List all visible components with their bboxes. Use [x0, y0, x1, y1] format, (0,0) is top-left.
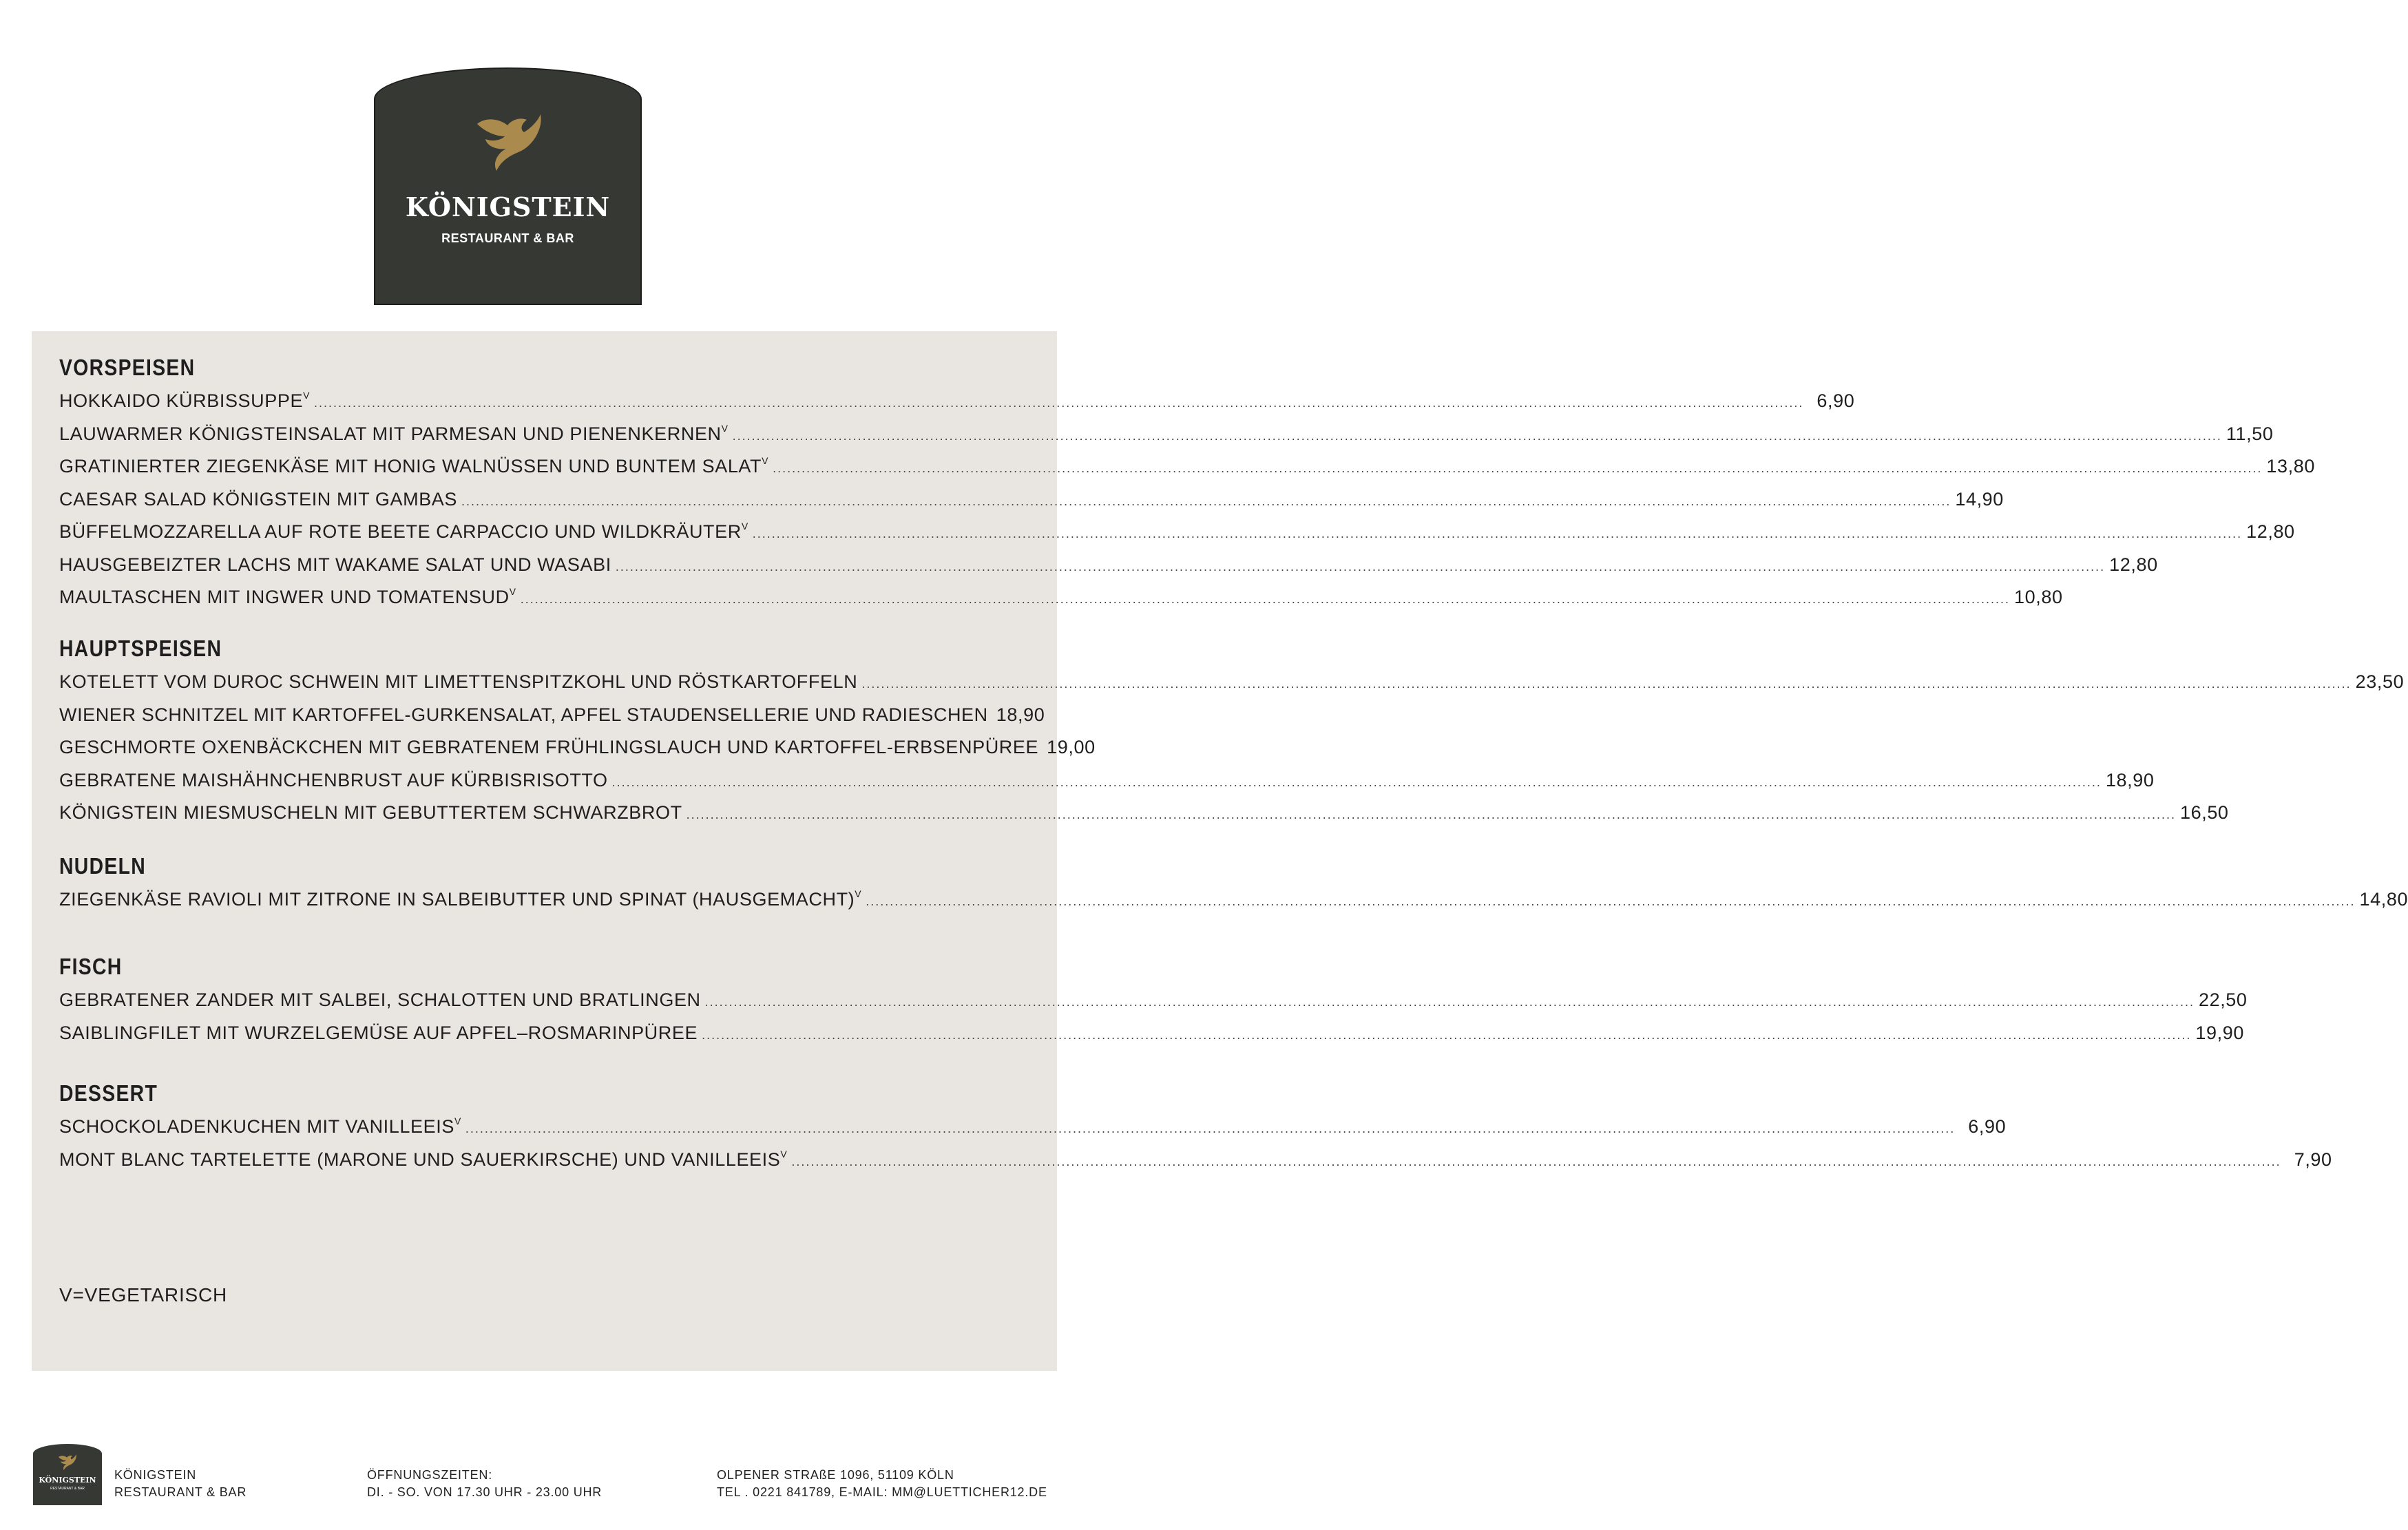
- dot-leader: [687, 799, 2176, 832]
- section-vorspeisen: [59, 350, 2315, 614]
- crown-leaf-icon: [472, 112, 547, 180]
- item-price: 14,90: [1955, 488, 2004, 510]
- item-name: SCHOCKOLADENKUCHEN MIT $VANILLEEIS^V$: [59, 1115, 461, 1137]
- vegetarian-marker: V: [855, 888, 862, 899]
- menu-item: [59, 883, 2408, 916]
- item-name: BÜFFELMOZZARELLA AUF ROTE BEETE CARPACCIO UND $WILDKRÄUTER^V$: [59, 521, 748, 542]
- section-nudeln: [59, 849, 2408, 916]
- item-price: 14,80: [2359, 889, 2408, 910]
- item-name: HOKKAIDO $KÜRBISSUPPE^V$: [59, 390, 311, 411]
- item-name: GEBRATENE MAISHÄHNCHENBRUST AUF KÜRBISRISOTTO: [59, 769, 608, 790]
- menu-item: [59, 797, 2229, 830]
- logo-name: KÖNIGSTEIN: [405, 191, 611, 222]
- menu-item: [59, 450, 2315, 483]
- item-price: 18,90: [2105, 769, 2155, 790]
- dot-leader: [861, 668, 2351, 701]
- menu-item: [59, 666, 2405, 699]
- section-fisch: [59, 950, 2248, 1049]
- footer-name: KÖNIGSTEIN: [114, 1468, 197, 1482]
- menu-item: [59, 418, 2274, 451]
- menu-item: [59, 764, 2155, 797]
- vegetarian-note: V=VEGETARISCH: [59, 1284, 228, 1306]
- dot-leader: [314, 387, 1803, 420]
- vegetarian-marker: V: [303, 390, 311, 401]
- vegetarian-marker: V: [721, 422, 729, 434]
- footer-hours-value: DI. - SO. VON 17.30 UHR - 23.00 UHR: [367, 1485, 603, 1499]
- footer-logo-name: KÖNIGSTEIN: [39, 1476, 96, 1485]
- footer-hours: [367, 1467, 602, 1501]
- footer-logo: [33, 1444, 102, 1505]
- item-price: 19,00: [1047, 737, 1096, 757]
- menu-item: [59, 1111, 2007, 1144]
- item-name: KOTELETT VOM DUROC SCHWEIN MIT LIMETTENSPITZKOHL UND RÖSTKARTOFFELN: [59, 671, 858, 692]
- footer-address: OLPENER STRAßE 1096, 51109 KÖLN: [717, 1468, 954, 1482]
- item-name: KÖNIGSTEIN MIESMUSCHELN MIT GEBUTTERTEM SCHWARZBROT: [59, 802, 682, 823]
- menu-item: [59, 483, 2004, 516]
- menu-item: [59, 385, 1855, 418]
- footer-tagline: RESTAURANT & BAR: [114, 1485, 247, 1499]
- section-title: NUDELN: [59, 853, 146, 879]
- dot-leader: [773, 452, 2262, 485]
- item-list: [59, 385, 2315, 614]
- item-name: GESCHMORTE OXENBÄCKCHEN MIT GEBRATENEM FRÜHLINGSLAUCH UND KARTOFFEL-ERBSENPÜREE: [59, 737, 1039, 757]
- item-price: 12,80: [2246, 521, 2295, 542]
- dot-leader: [753, 518, 2242, 551]
- dot-leader: [702, 1019, 2191, 1052]
- dot-leader: [465, 1113, 1955, 1146]
- menu-item: [59, 699, 1045, 732]
- item-price: 23,50: [2355, 671, 2405, 692]
- footer-contact: [717, 1467, 1047, 1501]
- item-name: MAULTASCHEN MIT INGWER UND $TOMATENSUD^V$: [59, 586, 516, 607]
- dot-leader: [612, 766, 2102, 799]
- item-name: ZIEGENKÄSE RAVIOLI MIT ZITRONE IN SALBEIBUTTER UND SPINAT (HAUSGEMACHT)$^V$: [59, 888, 862, 910]
- item-price: 10,80: [2014, 587, 2063, 607]
- item-price: 6,90: [1817, 390, 1855, 411]
- vegetarian-marker: V: [454, 1115, 461, 1126]
- menu-item: [59, 549, 2158, 582]
- crown-leaf-icon: [56, 1454, 78, 1473]
- footer-hours-label: ÖFFNUNGSZEITEN:: [367, 1468, 492, 1482]
- item-name: CAESAR SALAD KÖNIGSTEIN MIT GAMBAS: [59, 488, 458, 510]
- vegetarian-marker: V: [762, 455, 769, 466]
- item-price: 16,50: [2179, 802, 2229, 823]
- section-title: FISCH: [59, 954, 123, 979]
- item-price: 6,90: [1968, 1116, 2007, 1137]
- menu-item: [59, 731, 1096, 764]
- item-list: [59, 1111, 2332, 1176]
- dot-leader: [705, 986, 2195, 1019]
- dot-leader: [461, 485, 1951, 518]
- item-name: SAIBLINGFILET MIT WURZELGEMÜSE AUF APFEL–ROSMARINPÜREE: [59, 1022, 698, 1043]
- vegetarian-marker: V: [741, 521, 748, 532]
- dot-leader: [733, 420, 2222, 453]
- item-list: [59, 984, 2248, 1049]
- footer-brand: [114, 1467, 247, 1501]
- item-list: [59, 883, 2408, 916]
- dot-leader: [521, 583, 2010, 616]
- item-name: HAUSGEBEIZTER LACHS MIT WAKAME SALAT UND WASABI: [59, 554, 611, 575]
- item-price: 19,90: [2195, 1022, 2244, 1043]
- section-dessert: [59, 1076, 2332, 1176]
- item-price: 22,50: [2198, 989, 2248, 1010]
- section-title: HAUPTSPEISEN: [59, 636, 222, 661]
- dot-leader: [616, 551, 2105, 584]
- vegetarian-marker: V: [509, 586, 516, 597]
- section-hauptspeisen: [59, 631, 2405, 830]
- item-name: WIENER SCHNITZEL MIT KARTOFFEL-GURKENSALAT, APFEL STAUDENSELLERIE UND RADIESCHEN: [59, 704, 988, 725]
- footer-logo-tagline: RESTAURANT & BAR: [50, 1487, 85, 1491]
- menu-item: [59, 1144, 2332, 1177]
- item-price: 7,90: [2294, 1149, 2332, 1170]
- vegetarian-marker: V: [780, 1148, 788, 1160]
- item-name: MONT BLANC TARTELETTE (MARONE UND SAUERKIRSCHE) UND $VANILLEEIS^V$: [59, 1148, 788, 1170]
- dot-leader: [866, 885, 2355, 919]
- section-title: VORSPEISEN: [59, 355, 196, 380]
- item-name: LAUWARMER KÖNIGSTEINSALAT MIT PARMESAN UND $PIENENKERNEN^V$: [59, 422, 729, 444]
- menu-item: [59, 581, 2063, 614]
- menu-item: [59, 1017, 2244, 1050]
- item-price: 18,90: [996, 704, 1045, 725]
- logo-tagline: RESTAURANT & BAR: [441, 231, 574, 245]
- footer-phone-email: TEL . 0221 841789, E-MAIL: MM@LUETTICHER12.DE: [717, 1485, 1047, 1499]
- menu-panel: [32, 331, 2408, 1371]
- menu-item: [59, 984, 2248, 1017]
- item-name: GRATINIERTER ZIEGENKÄSE MIT HONIG WALNÜSSEN UND BUNTEM $SALAT^V$: [59, 455, 769, 476]
- restaurant-logo: [374, 67, 642, 305]
- item-price: 12,80: [2109, 554, 2158, 575]
- section-title: DESSERT: [59, 1080, 158, 1106]
- menu-item: [59, 516, 2295, 549]
- item-price: 11,50: [2226, 423, 2274, 444]
- item-list: [59, 666, 2405, 830]
- item-name: GEBRATENER ZANDER MIT SALBEI, SCHALOTTEN UND BRATLINGEN: [59, 989, 701, 1010]
- dot-leader: [791, 1146, 2281, 1179]
- item-price: 13,80: [2266, 456, 2315, 476]
